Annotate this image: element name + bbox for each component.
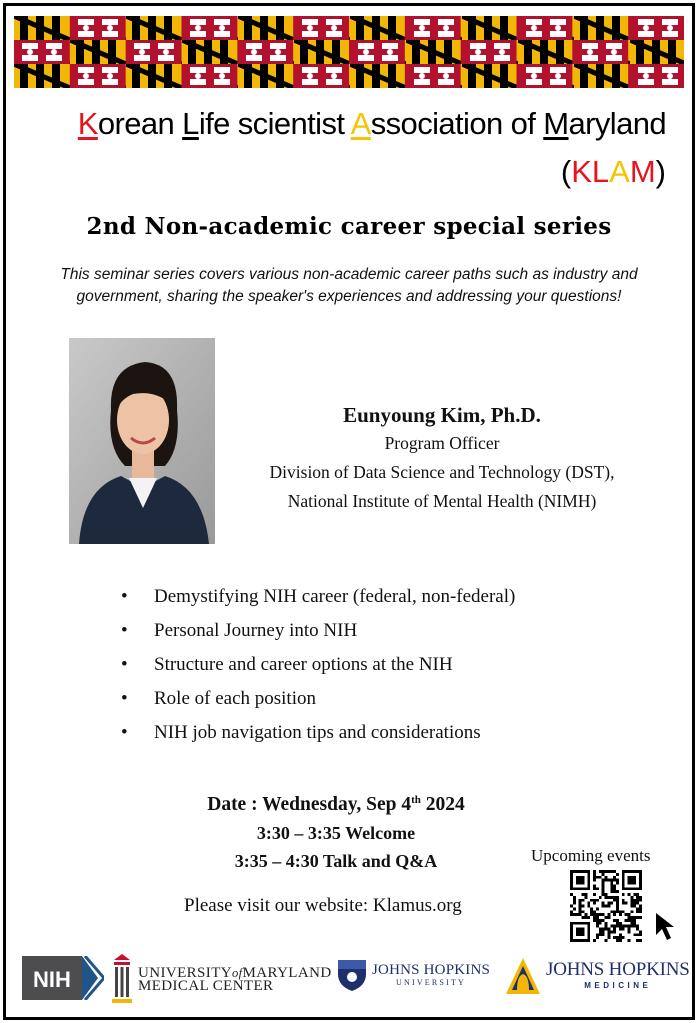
flag-block [182, 64, 238, 88]
flag-block [237, 40, 293, 65]
event-talk-time: 3:35 – 4:30 Talk and Q&A [234, 851, 438, 871]
umm-logo-text: UNIVERSITYofMARYLAND MEDICAL CENTER [138, 965, 332, 994]
flag-block [182, 40, 238, 65]
flag-block [349, 16, 405, 41]
flag-block [405, 40, 461, 65]
flag-block [628, 40, 684, 65]
sponsor-logos [6, 950, 692, 1010]
flag-block [70, 16, 126, 41]
jhm-dome-icon [504, 956, 542, 996]
upcoming-events-label: Upcoming events [531, 846, 651, 865]
speaker-portrait [69, 338, 215, 544]
nih-logo-text: NIH [33, 967, 71, 992]
flag-block [70, 64, 126, 88]
topic-item: • Demystifying NIH career (federal, non-federal) [121, 580, 515, 614]
jhu-shield-icon [336, 956, 368, 992]
topic-item: • NIH job navigation tips and considerations [121, 716, 515, 750]
topic-list [121, 580, 515, 750]
flag-block [293, 40, 349, 65]
flag-block [14, 16, 70, 41]
org-title-line1: Korean Life scientist Association of Maryland [77, 106, 666, 141]
flag-block [293, 64, 349, 88]
topic-item: • Role of each position [121, 682, 515, 716]
series-title: 2nd Non-academic career special series [86, 213, 612, 240]
flag-block [126, 64, 182, 88]
speaker-institute: National Institute of Mental Health (NIMH) [287, 491, 597, 511]
topic-item: • Personal Journey into NIH [121, 614, 515, 648]
speaker-name: Eunyoung Kim, Ph.D. [343, 403, 541, 427]
bullet: • [121, 620, 128, 641]
event-date: Date : Wednesday, Sep 4th 2024 [207, 794, 465, 815]
flag-block [293, 16, 349, 41]
maryland-flag-banner [14, 16, 684, 88]
flag-block [349, 40, 405, 65]
flag-block [237, 16, 293, 41]
jhm-logo-text: JOHNS HOPKINS MEDICINE [546, 959, 690, 990]
event-details [146, 786, 526, 875]
bullet: • [121, 688, 128, 709]
flag-block [461, 64, 517, 88]
flag-block [126, 16, 182, 41]
website-text[interactable]: Please visit our website: Klamus.org [184, 895, 462, 916]
bullet: • [121, 722, 128, 743]
flag-block [14, 40, 70, 65]
flag-block [628, 64, 684, 88]
jhu-logo-text: JOHNS HOPKINS UNIVERSITY [372, 962, 491, 987]
series-intro: This seminar series covers various non-academic career paths such as industry and government, sharing the speaker's experiences and addressing your questions! [60, 266, 638, 305]
bullet: • [121, 654, 128, 675]
flag-block [572, 40, 628, 65]
flag-block [572, 64, 628, 88]
flag-block [517, 16, 573, 41]
flag-block [517, 64, 573, 88]
org-acronym: (KLAM) [560, 154, 666, 189]
flag-block [70, 40, 126, 65]
umm-column-icon [110, 954, 134, 1004]
topic-item: • Structure and career options at the NIH [121, 648, 515, 682]
speaker-division: Division of Data Science and Technology (DST), [269, 462, 615, 482]
flyer [3, 3, 695, 1020]
flag-block [14, 64, 70, 88]
qr-code[interactable] [570, 870, 642, 942]
cursor-arrow-icon [653, 911, 683, 943]
flag-block [349, 64, 405, 88]
flag-block [461, 40, 517, 65]
flag-block [237, 64, 293, 88]
nih-logo [22, 956, 104, 1000]
speaker-info [222, 401, 662, 516]
speaker-position: Program Officer [384, 433, 500, 453]
flag-block [461, 16, 517, 41]
flag-block [126, 40, 182, 65]
flag-block [182, 16, 238, 41]
bullet: • [121, 586, 128, 607]
flag-block [517, 40, 573, 65]
flag-block [628, 16, 684, 41]
event-welcome-time: 3:30 – 3:35 Welcome [256, 823, 416, 843]
flag-block [405, 64, 461, 88]
flag-block [405, 16, 461, 41]
flag-block [572, 16, 628, 41]
